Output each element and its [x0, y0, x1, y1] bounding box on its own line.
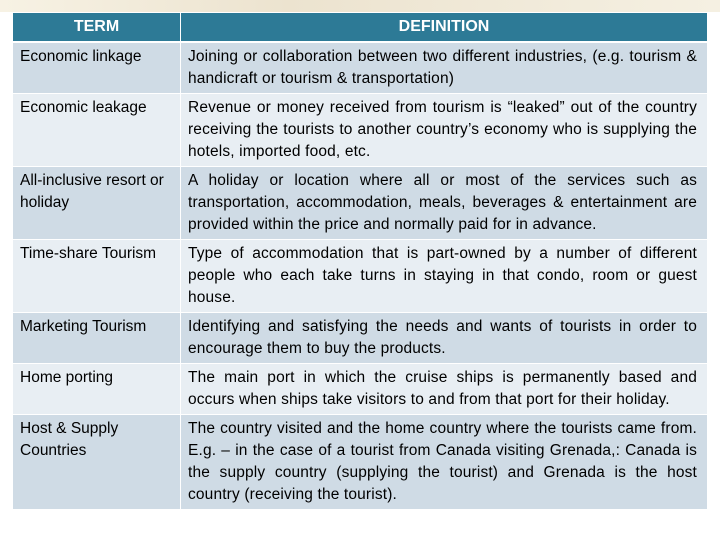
definition-cell: A holiday or location where all or most of the services such as transportation, accommodation, meals, beverages & entertainment are provided within the price and normally paid for in advance.: [181, 167, 708, 240]
table-row: [13, 364, 708, 415]
term-cell: Economic leakage: [13, 94, 181, 167]
term-cell: All-inclusive resort or holiday: [13, 167, 181, 240]
definition-cell: Type of accommodation that is part-owned by a number of different people who each take turns in staying in that condo, room or guest house.: [181, 240, 708, 313]
term-cell: Time-share Tourism: [13, 240, 181, 313]
table-row: [13, 167, 708, 240]
definition-cell: Joining or collaboration between two different industries, (e.g. tourism & handicraft or tourism & transportation): [181, 42, 708, 94]
term-cell: Economic linkage: [13, 42, 181, 94]
header-row: [13, 13, 708, 43]
table-row: [13, 415, 708, 510]
decorative-top-band: [0, 0, 720, 12]
definition-cell: The country visited and the home country where the tourists came from. E.g. – in the case of a tourist from Canada visiting Grenada,: Canada is the supply country (supplying the tourist) and Grenada is the host country (receiving the tourist).: [181, 415, 708, 510]
glossary-table: [12, 12, 708, 510]
term-cell: Home porting: [13, 364, 181, 415]
definition-column-header: DEFINITION: [181, 13, 708, 43]
table-row: [13, 240, 708, 313]
term-column-header: TERM: [13, 13, 181, 43]
table-row: [13, 42, 708, 94]
definition-cell: Revenue or money received from tourism is “leaked” out of the country receiving the tourists to another country’s economy who is supplying the hotels, imported food, etc.: [181, 94, 708, 167]
term-cell: Marketing Tourism: [13, 313, 181, 364]
term-cell: Host & Supply Countries: [13, 415, 181, 510]
definition-cell: The main port in which the cruise ships is permanently based and occurs when ships take visitors to and from that port for their holiday.: [181, 364, 708, 415]
definition-cell: Identifying and satisfying the needs and wants of tourists in order to encourage them to buy the products.: [181, 313, 708, 364]
table-row: [13, 313, 708, 364]
table-row: [13, 94, 708, 167]
